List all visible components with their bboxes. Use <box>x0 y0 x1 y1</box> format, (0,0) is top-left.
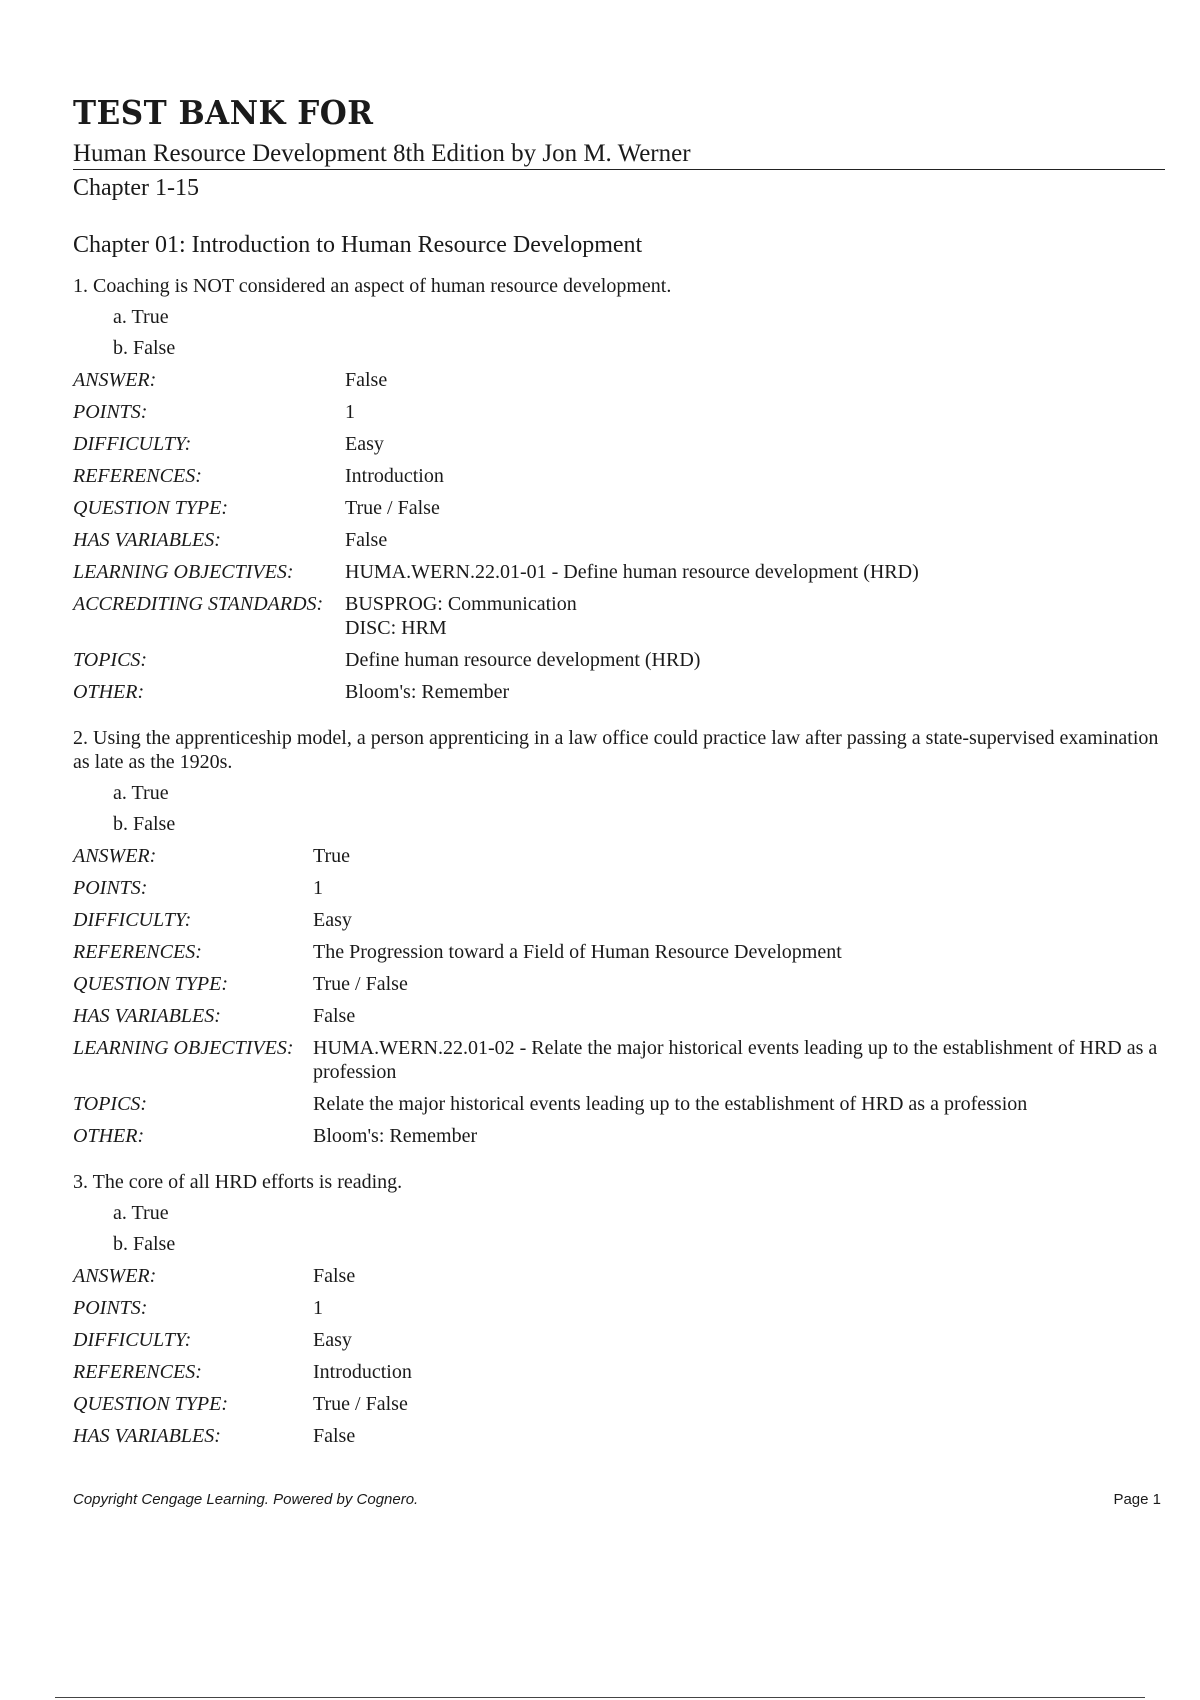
metadata-value-line: The Progression toward a Field of Human Resource Development <box>313 940 842 963</box>
metadata-label: OTHER: <box>73 680 145 703</box>
metadata-value <box>313 1264 1165 1288</box>
metadata-value-line: True / False <box>313 972 408 995</box>
answer-option: a. True <box>113 781 169 804</box>
question-block <box>73 726 1165 1148</box>
metadata-value-line: 1 <box>313 1296 323 1319</box>
metadata-label: TOPICS: <box>73 1092 148 1115</box>
answer-option: b. False <box>113 812 176 835</box>
metadata-label: HAS VARIABLES: <box>73 1424 221 1447</box>
answer-option: a. True <box>113 1201 169 1224</box>
metadata-value-line: Define human resource development (HRD) <box>345 648 701 671</box>
metadata-label: POINTS: <box>73 876 148 899</box>
question-metadata <box>73 368 1165 704</box>
metadata-label: REFERENCES: <box>73 464 202 487</box>
question-text: 1. Coaching is NOT considered an aspect of human resource development. <box>73 274 672 297</box>
metadata-value <box>313 1036 1165 1084</box>
question-list <box>73 274 1165 1448</box>
metadata-value <box>313 844 1165 868</box>
metadata-label: QUESTION TYPE: <box>73 1392 229 1415</box>
chapter-heading: Chapter 01: Introduction to Human Resource Development <box>73 232 643 259</box>
metadata-value-line: False <box>313 1264 356 1287</box>
metadata-value-line: DISC: HRM <box>345 616 447 639</box>
copyright-notice: Copyright Cengage Learning. Powered by Cognero. <box>73 1491 419 1508</box>
question-block <box>73 1170 1165 1448</box>
metadata-value-line: Bloom's: Remember <box>313 1124 478 1147</box>
question-text: 3. The core of all HRD efforts is reading. <box>73 1170 403 1193</box>
metadata-value <box>313 876 1165 900</box>
metadata-value <box>345 400 1165 424</box>
metadata-label: ACCREDITING STANDARDS: <box>73 592 324 615</box>
metadata-value-line: HUMA.WERN.22.01-02 - Relate the major historical events leading up to the establishment of HRD as a profession <box>313 1036 1158 1083</box>
metadata-value <box>313 1392 1165 1416</box>
metadata-value <box>313 940 1165 964</box>
metadata-value <box>345 496 1165 520</box>
metadata-value <box>313 1328 1165 1352</box>
metadata-value-line: True / False <box>313 1392 408 1415</box>
chapter-range: Chapter 1-15 <box>73 175 199 202</box>
metadata-value-line: Easy <box>313 908 352 931</box>
metadata-value <box>313 1424 1165 1448</box>
metadata-value <box>345 648 1165 672</box>
metadata-label: OTHER: <box>73 1124 145 1147</box>
metadata-value <box>345 368 1165 392</box>
metadata-label: HAS VARIABLES: <box>73 1004 221 1027</box>
metadata-label: HAS VARIABLES: <box>73 528 221 551</box>
metadata-label: REFERENCES: <box>73 940 202 963</box>
document-page <box>73 94 1165 1470</box>
metadata-value <box>313 1092 1165 1116</box>
metadata-value-line: 1 <box>345 400 355 423</box>
metadata-value-line: Easy <box>345 432 384 455</box>
metadata-label: ANSWER: <box>73 844 157 867</box>
answer-option: b. False <box>113 336 176 359</box>
metadata-label: DIFFICULTY: <box>73 908 192 931</box>
page-number: Page 1 <box>1113 1491 1161 1508</box>
metadata-value <box>345 680 1165 704</box>
answer-option: a. True <box>113 305 169 328</box>
metadata-value <box>345 560 1165 584</box>
metadata-value-line: Easy <box>313 1328 352 1351</box>
metadata-value-line: True / False <box>345 496 440 519</box>
metadata-value <box>313 972 1165 996</box>
metadata-label: REFERENCES: <box>73 1360 202 1383</box>
metadata-value-line: Bloom's: Remember <box>345 680 510 703</box>
document-subtitle: Human Resource Development 8th Edition by Jon M. Werner <box>73 141 1165 170</box>
metadata-value <box>313 908 1165 932</box>
metadata-value <box>313 1004 1165 1028</box>
metadata-value <box>345 592 1165 640</box>
metadata-label: DIFFICULTY: <box>73 1328 192 1351</box>
metadata-value-line: True <box>313 844 351 867</box>
metadata-label: LEARNING OBJECTIVES: <box>73 560 294 583</box>
metadata-value <box>313 1124 1165 1148</box>
page-bottom-divider <box>55 1697 1145 1698</box>
metadata-value <box>313 1360 1165 1384</box>
metadata-label: ANSWER: <box>73 1264 157 1287</box>
question-text: 2. Using the apprenticeship model, a person apprenticing in a law office could practice law after passing a state-supervised examination as late as the 1920s. <box>73 726 1159 773</box>
metadata-label: LEARNING OBJECTIVES: <box>73 1036 294 1059</box>
document-title: TEST BANK FOR <box>73 94 374 133</box>
metadata-value-line: Relate the major historical events leading up to the establishment of HRD as a profession <box>313 1092 1028 1115</box>
metadata-label: ANSWER: <box>73 368 157 391</box>
answer-option: b. False <box>113 1232 176 1255</box>
question-metadata <box>73 1264 1165 1448</box>
metadata-label: QUESTION TYPE: <box>73 972 229 995</box>
metadata-value <box>313 1296 1165 1320</box>
metadata-label: POINTS: <box>73 400 148 423</box>
metadata-value <box>345 432 1165 456</box>
metadata-value-line: BUSPROG: Communication <box>345 592 577 615</box>
metadata-value-line: False <box>313 1004 356 1027</box>
metadata-value-line: Introduction <box>313 1360 412 1383</box>
metadata-value-line: False <box>345 528 388 551</box>
question-block <box>73 274 1165 704</box>
metadata-value-line: Introduction <box>345 464 444 487</box>
question-metadata <box>73 844 1165 1148</box>
metadata-label: TOPICS: <box>73 648 148 671</box>
metadata-value-line: HUMA.WERN.22.01-01 - Define human resource development (HRD) <box>345 560 919 583</box>
metadata-label: QUESTION TYPE: <box>73 496 229 519</box>
metadata-value-line: False <box>313 1424 356 1447</box>
metadata-label: POINTS: <box>73 1296 148 1319</box>
metadata-value-line: False <box>345 368 388 391</box>
metadata-value-line: 1 <box>313 876 323 899</box>
metadata-label: DIFFICULTY: <box>73 432 192 455</box>
metadata-value <box>345 464 1165 488</box>
metadata-value <box>345 528 1165 552</box>
